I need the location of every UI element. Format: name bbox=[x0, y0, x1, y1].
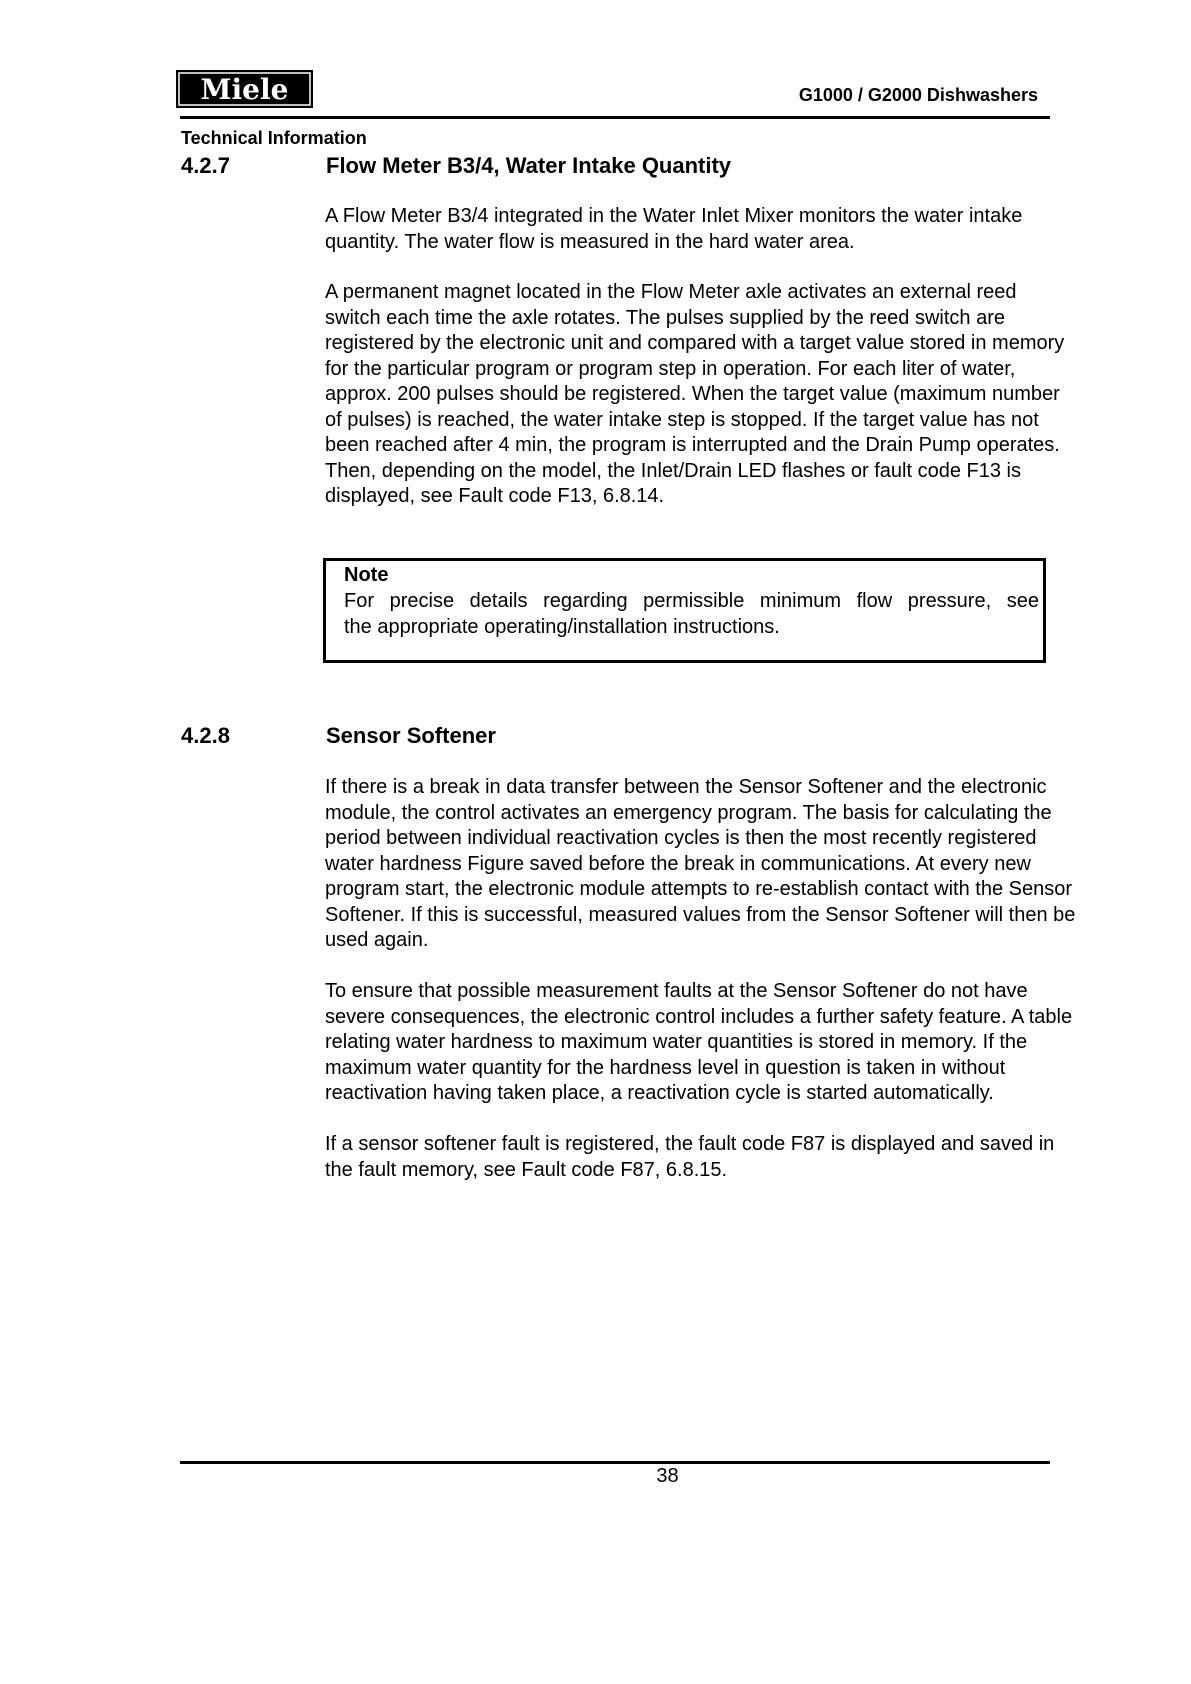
section-title: Sensor Softener bbox=[326, 723, 496, 748]
text-line: displayed, see Fault code F13, 6.8.14. bbox=[325, 485, 665, 507]
text-line: Then, depending on the model, the Inlet/Drain LED flashes or fault code F13 is bbox=[325, 459, 1021, 482]
paragraph-flow-meter-intro bbox=[325, 204, 1022, 255]
text-line: severe consequences, the electronic control includes a further safety feature. A table bbox=[325, 1005, 1073, 1028]
paragraph-sensor-safety bbox=[325, 979, 1072, 1107]
text-line: the fault memory, see Fault code F87, 6.8.15. bbox=[325, 1158, 728, 1181]
text-line: the appropriate operating/installation instructions. bbox=[344, 615, 780, 638]
text-line: program start, the electronic module attempts to re-establish contact with the Sensor bbox=[325, 878, 1073, 900]
text-line: maximum water quantity for the hardness level in question is taken in without bbox=[325, 1056, 1006, 1079]
section-heading-4-2-8 bbox=[181, 723, 496, 749]
text-line: quantity. The water flow is measured in the hard water area. bbox=[325, 230, 855, 253]
section-label: Technical Information bbox=[181, 128, 367, 148]
section-heading-4-2-7 bbox=[181, 153, 731, 179]
header-divider bbox=[180, 116, 1050, 119]
text-line: For precise details regarding permissible minimum flow pressure, see bbox=[344, 590, 1039, 612]
miele-logo bbox=[176, 70, 313, 108]
section-number: 4.2.7 bbox=[181, 153, 230, 178]
footer-divider bbox=[180, 1461, 1050, 1464]
page-number: 38 bbox=[656, 1465, 679, 1487]
note-text bbox=[344, 589, 1039, 640]
paragraph-flow-meter-magnet bbox=[325, 280, 1064, 510]
text-line: To ensure that possible measurement faults at the Sensor Softener do not have bbox=[325, 980, 1028, 1002]
document-title: G1000 / G2000 Dishwashers bbox=[798, 85, 1038, 105]
note-title: Note bbox=[344, 564, 389, 586]
logo-text: Miele bbox=[200, 73, 289, 106]
text-line: water hardness Figure saved before the break in communications. At every new bbox=[325, 852, 1031, 875]
paragraph-sensor-fault bbox=[325, 1132, 1054, 1183]
text-line: reactivation having taken place, a reactivation cycle is started automatically. bbox=[325, 1082, 994, 1104]
text-line: been reached after 4 min, the program is interrupted and the Drain Pump operates. bbox=[325, 434, 1060, 456]
text-line: module, the control activates an emergency program. The basis for calculating the bbox=[325, 801, 1052, 824]
text-line: of pulses) is reached, the water intake step is stopped. If the target value has not bbox=[325, 408, 1039, 431]
text-line: If there is a break in data transfer between the Sensor Softener and the electronic bbox=[325, 776, 1047, 798]
note-box bbox=[323, 558, 1046, 663]
text-line: switch each time the axle rotates. The pulses supplied by the reed switch are bbox=[325, 306, 1005, 329]
section-title: Flow Meter B3/4, Water Intake Quantity bbox=[326, 153, 732, 178]
text-line: If a sensor softener fault is registered, the fault code F87 is displayed and saved in bbox=[325, 1133, 1055, 1155]
text-line: relating water hardness to maximum water quantities is stored in memory. If the bbox=[325, 1031, 1028, 1053]
text-line: period between individual reactivation cycles is then the most recently registered bbox=[325, 827, 1037, 849]
text-line: for the particular program or program step in operation. For each liter of water, bbox=[325, 357, 1016, 380]
section-number: 4.2.8 bbox=[181, 723, 230, 748]
text-line: registered by the electronic unit and compared with a target value stored in memory bbox=[325, 332, 1065, 354]
text-line: A Flow Meter B3/4 integrated in the Water Inlet Mixer monitors the water intake bbox=[325, 205, 1023, 227]
text-line: approx. 200 pulses should be registered. When the target value (maximum number bbox=[325, 383, 1060, 405]
paragraph-sensor-emergency bbox=[325, 775, 1075, 954]
text-line: A permanent magnet located in the Flow Meter axle activates an external reed bbox=[325, 281, 1017, 303]
text-line: Softener. If this is successful, measured values from the Sensor Softener will then be bbox=[325, 903, 1076, 926]
text-line: used again. bbox=[325, 929, 429, 951]
